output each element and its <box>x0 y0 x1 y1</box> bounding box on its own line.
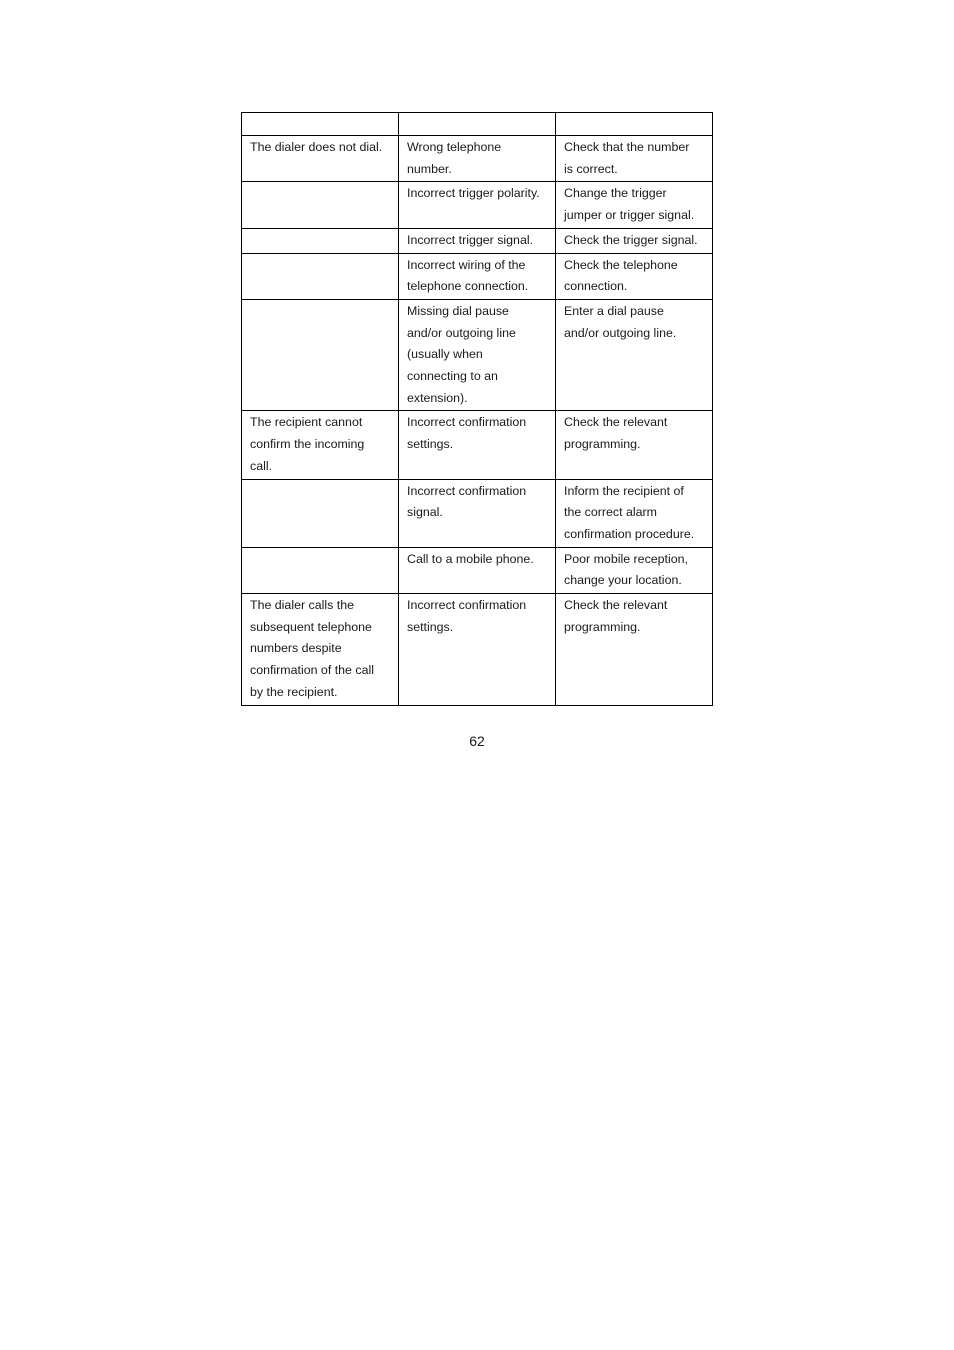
table-row <box>242 411 713 479</box>
page-number: 62 <box>469 733 485 749</box>
problem-cell <box>242 547 399 593</box>
solution-cell: Poor mobile reception, change your location. <box>556 547 713 593</box>
solution-cell: Inform the recipient of the correct alarm confirmation procedure. <box>556 479 713 547</box>
cause-cell: Wrong telephone number. <box>399 136 556 182</box>
solution-cell: Check the relevant programming. <box>556 411 713 479</box>
table-row <box>242 228 713 253</box>
cause-cell: Missing dial pause and/or outgoing line (usually when connecting to an extension). <box>399 299 556 411</box>
solution-cell: Check the trigger signal. <box>556 228 713 253</box>
table-row <box>242 594 713 706</box>
cause-cell: Incorrect trigger polarity. <box>399 182 556 228</box>
cause-cell: Incorrect confirmation signal. <box>399 479 556 547</box>
cause-cell: Incorrect confirmation settings. <box>399 411 556 479</box>
table-row <box>242 136 713 182</box>
solution-cell: Check the telephone connection. <box>556 253 713 299</box>
problem-cell: The dialer does not dial. <box>242 136 399 182</box>
cause-cell: Incorrect confirmation settings. <box>399 594 556 706</box>
problem-cell <box>242 182 399 228</box>
header-cell-problem <box>242 113 399 136</box>
problem-cell <box>242 228 399 253</box>
header-cell-solution <box>556 113 713 136</box>
troubleshooting-table <box>241 112 713 706</box>
solution-cell: Change the trigger jumper or trigger signal. <box>556 182 713 228</box>
cause-cell: Call to a mobile phone. <box>399 547 556 593</box>
table-row <box>242 479 713 547</box>
cause-cell: Incorrect wiring of the telephone connection. <box>399 253 556 299</box>
table-row <box>242 547 713 593</box>
solution-cell: Enter a dial pause and/or outgoing line. <box>556 299 713 411</box>
solution-cell: Check the relevant programming. <box>556 594 713 706</box>
problem-cell <box>242 253 399 299</box>
table-header-row <box>242 113 713 136</box>
problem-cell: The recipient cannot confirm the incoming call. <box>242 411 399 479</box>
table-row <box>242 253 713 299</box>
table-row <box>242 182 713 228</box>
problem-cell <box>242 299 399 411</box>
table-row <box>242 299 713 411</box>
header-cell-cause <box>399 113 556 136</box>
problem-cell <box>242 479 399 547</box>
solution-cell: Check that the number is correct. <box>556 136 713 182</box>
problem-cell: The dialer calls the subsequent telephone numbers despite confirmation of the call by the recipient. <box>242 594 399 706</box>
cause-cell: Incorrect trigger signal. <box>399 228 556 253</box>
